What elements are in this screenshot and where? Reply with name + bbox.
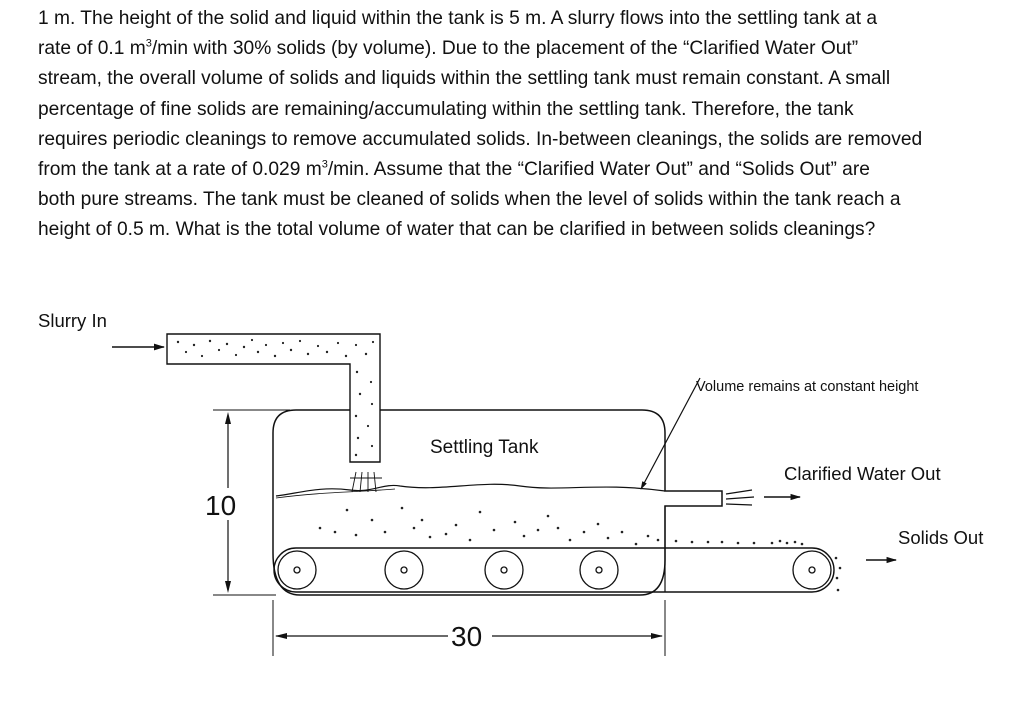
problem-line: height of 0.5 m. What is the total volume of water that can be clarified in between solids cleanings? xyxy=(38,219,876,241)
clarified-water-out-label: Clarified Water Out xyxy=(784,463,941,484)
problem-line: both pure streams. The tank must be cleaned of solids when the level of solids within the tank reach a xyxy=(38,189,901,211)
clarified-outlet-lines xyxy=(726,490,754,505)
liquid-surface xyxy=(276,484,665,496)
tank-solids-particles xyxy=(319,507,804,546)
volume-leader-line xyxy=(641,378,700,489)
superscript: 3 xyxy=(321,158,328,171)
solids-out-particles xyxy=(835,557,842,592)
conveyor-rollers xyxy=(278,551,831,589)
width-dimension-label: 30 xyxy=(451,621,483,652)
superscript: 3 xyxy=(145,37,152,50)
problem-line: stream, the overall volume of solids and liquids within the settling tank must remain constant. A small xyxy=(38,68,891,90)
problem-line: percentage of fine solids are remaining/accumulating within the settling tank. Therefore, the tank xyxy=(38,98,854,120)
tank-label: Settling Tank xyxy=(430,437,539,458)
problem-line: requires periodic cleanings to remove accumulated solids. In-between cleanings, the solids are removed xyxy=(38,128,923,150)
conveyor-belt xyxy=(274,506,834,592)
volume-note: Volume remains at constant height xyxy=(696,379,919,395)
problem-line: 1 m. The height of the solid and liquid within the tank is 5 m. A slurry flows into the settling tank at a xyxy=(38,8,878,29)
solids-out-label: Solids Out xyxy=(898,527,984,548)
problem-line: rate of 0.1 $m^3/\min$ with 30% solids (by volume). Due to the placement of the “Clarified Water Out” xyxy=(38,37,859,60)
slurry-in-label: Slurry In xyxy=(38,310,107,331)
inlet-splash xyxy=(350,472,382,492)
problem-line: from the tank at a rate of 0.029 $m^3/\min$. Assume that the “Clarified Water Out” and “Solids Out” are xyxy=(38,158,870,181)
height-dimension-label: 10 xyxy=(205,490,237,521)
